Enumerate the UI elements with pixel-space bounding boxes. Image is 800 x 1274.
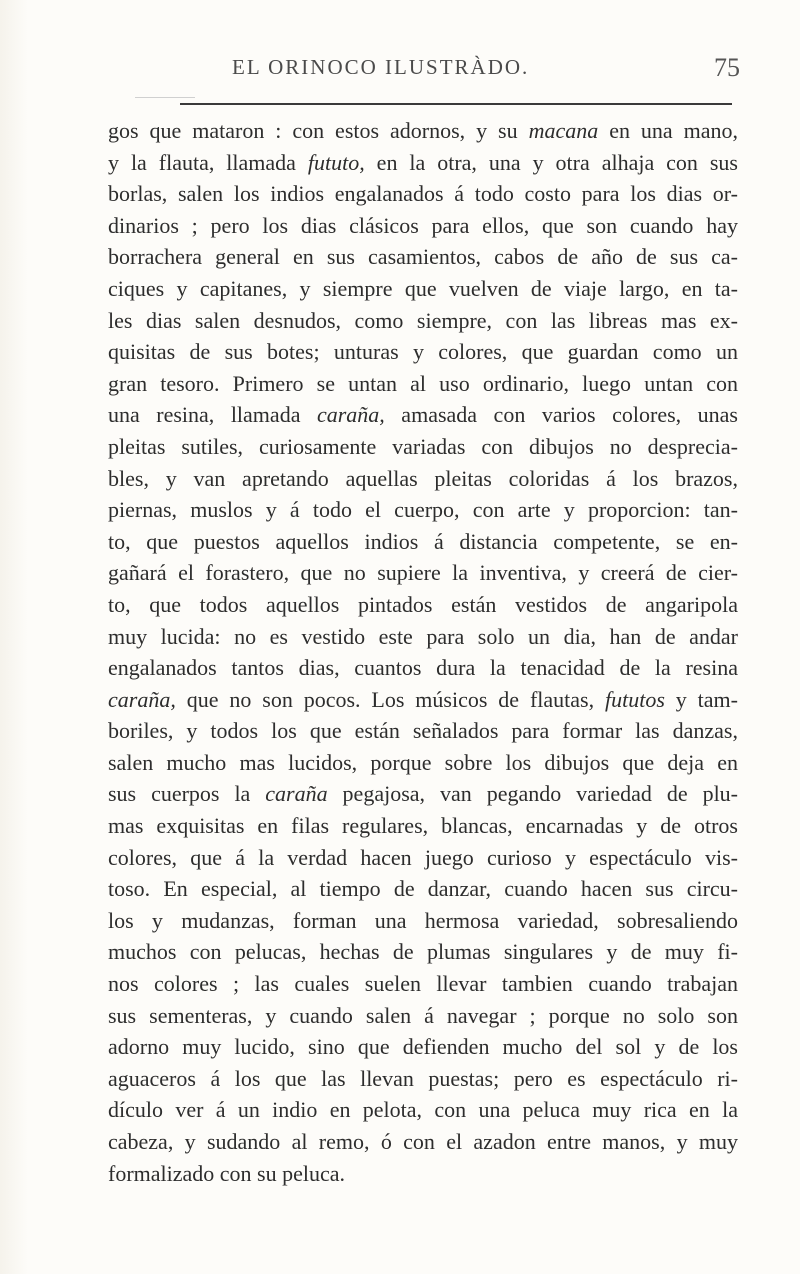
text-run: gañará el forastero, que no supiere la inventiva, y creerá de cier- (108, 560, 738, 586)
text-run: to, que puestos aquellos indios á distancia competente, se en- (108, 528, 738, 554)
text-run: engalanados tantos dias, cuantos dura la tenacidad de la resina (108, 655, 738, 681)
text-run: gran tesoro. Primero se untan al uso ordinario, luego untan con (108, 370, 738, 396)
text-line (108, 1031, 738, 1063)
text-line (108, 715, 738, 747)
text-run: una resina, llamada (108, 402, 317, 428)
text-run: en una mano, (598, 118, 738, 143)
italic-term: caraña, (316, 402, 385, 428)
text-line (108, 557, 738, 589)
text-run: quisitas de sus botes; unturas y colores, que guardan como un (108, 339, 738, 365)
text-line (108, 147, 738, 179)
text-run: dinarios ; pero los dias clásicos para ellos, que son cuando hay (108, 212, 738, 238)
header-rule (180, 103, 732, 105)
text-run: pleitas sutiles, curiosamente variadas con dibujos no desprecia- (108, 433, 738, 459)
running-title: EL ORINOCO ILUSTRÀDO. (232, 55, 530, 79)
text-line (108, 526, 738, 558)
text-line (108, 178, 738, 210)
text-line (108, 842, 738, 874)
text-run: dículo ver á un indio en pelota, con una peluca muy rica en la (108, 1097, 738, 1123)
text-run: salen mucho mas lucidos, porque sobre los dibujos que deja en (108, 749, 738, 775)
page-edge-shading (0, 0, 28, 1274)
text-run: boriles, y todos los que están señalados para formar las danzas, (108, 718, 738, 744)
text-line (108, 463, 738, 495)
text-run: borlas, salen los indios engalanados á todo costo para los dias or- (108, 181, 738, 207)
text-line (108, 241, 738, 273)
text-line (108, 336, 738, 368)
text-line (108, 652, 738, 684)
text-run: les dias salen desnudos, como siempre, con las libreas mas ex- (108, 307, 738, 333)
text-line (108, 1126, 738, 1158)
text-run: colores, que á la verdad hacen juego curioso y espectáculo vis- (108, 844, 738, 870)
text-line (108, 968, 738, 1000)
text-line (108, 399, 738, 431)
text-run: gos que mataron : con estos adornos, y su (108, 118, 529, 143)
text-run: amasada con varios colores, unas (384, 402, 738, 428)
text-run: muchos con pelucas, hechas de plumas singulares y de muy fi- (108, 939, 738, 965)
body-text (108, 115, 738, 1189)
italic-term: macana (528, 118, 599, 143)
text-line (108, 936, 738, 968)
italic-term: caraña (265, 781, 328, 807)
text-run: aguaceros á los que las llevan puestas; pero es espectáculo ri- (108, 1065, 738, 1091)
text-line (108, 873, 738, 905)
text-line (108, 810, 738, 842)
italic-term: caraña, (108, 686, 176, 712)
text-line (108, 305, 738, 337)
text-run: bles, y van apretando aquellas pleitas coloridas á los brazos, (108, 465, 738, 491)
text-run: cabeza, y sudando al remo, ó con el azadon entre manos, y muy (108, 1129, 738, 1154)
text-line (108, 273, 738, 305)
text-line (108, 1063, 738, 1095)
text-run: adorno muy lucido, sino que defienden mucho del sol y de los (108, 1034, 738, 1060)
text-run: en la otra, una y otra alhaja con sus (364, 149, 738, 175)
text-line (108, 115, 738, 147)
text-run: que no son pocos. Los músicos de flautas, (175, 686, 605, 712)
text-run: sus cuerpos la (108, 781, 266, 807)
text-run: formalizado con su peluca. (108, 1160, 346, 1186)
page-number: 75 (714, 53, 740, 82)
text-line (108, 905, 738, 937)
text-run: y tam- (664, 686, 738, 712)
text-run: pegajosa, van pegando variedad de plu- (327, 781, 739, 807)
text-run: sus sementeras, y cuando salen á navegar ; porque no solo son (108, 1002, 738, 1028)
text-run: los y mudanzas, forman una hermosa variedad, sobresaliendo (108, 907, 738, 933)
text-line (108, 747, 738, 779)
text-line (108, 1158, 738, 1190)
text-run: borrachera general en sus casamientos, cabos de año de sus ca- (108, 244, 738, 270)
italic-term: fututos (605, 686, 665, 712)
text-line (108, 1000, 738, 1032)
text-line (108, 431, 738, 463)
text-line (108, 1094, 738, 1126)
text-run: mas exquisitas en filas regulares, blancas, encarnadas y de otros (108, 813, 738, 839)
text-run: y la flauta, llamada (108, 149, 308, 175)
text-line (108, 368, 738, 400)
header-rule-faint (135, 97, 195, 98)
text-line (108, 210, 738, 242)
text-line (108, 494, 738, 526)
text-run: muy lucida: no es vestido este para solo un dia, han de andar (108, 623, 738, 649)
italic-term: fututo, (307, 149, 365, 175)
running-head (0, 55, 800, 91)
text-line (108, 778, 738, 810)
text-line (108, 589, 738, 621)
text-line (108, 621, 738, 653)
text-run: piernas, muslos y á todo el cuerpo, con arte y proporcion: tan- (108, 497, 738, 523)
text-run: ciques y capitanes, y siempre que vuelven de viaje largo, en ta- (108, 275, 738, 301)
text-run: to, que todos aquellos pintados están vestidos de angaripola (108, 591, 738, 617)
text-run: nos colores ; las cuales suelen llevar tambien cuando trabajan (108, 971, 738, 997)
text-run: toso. En especial, al tiempo de danzar, cuando hacen sus circu- (108, 876, 738, 902)
text-line (108, 684, 738, 716)
